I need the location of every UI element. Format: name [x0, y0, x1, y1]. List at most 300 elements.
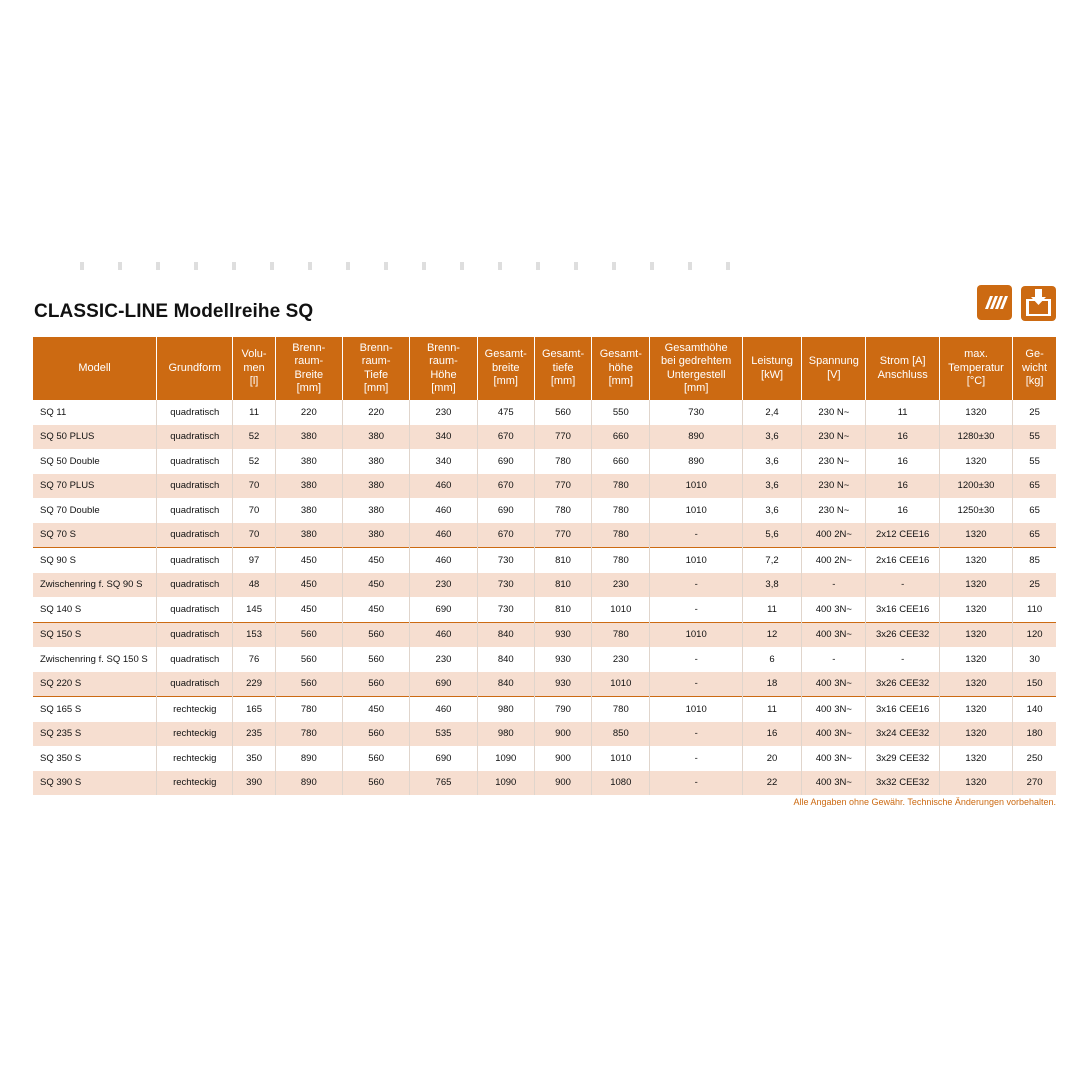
top-loader-icon: [1020, 285, 1057, 322]
cell-strom: 3x16 CEE16: [866, 697, 939, 722]
cell-gewicht: 270: [1013, 771, 1056, 796]
cell-temperatur: 1320: [939, 771, 1012, 796]
cell-breite: 380: [275, 449, 342, 474]
cell-leistung: 3,8: [742, 573, 801, 598]
cell-tiefe: 380: [342, 523, 409, 548]
cell-gesamttiefe: 900: [534, 746, 591, 771]
cell-breite: 890: [275, 746, 342, 771]
cell-gesamttiefe: 930: [534, 647, 591, 672]
table-row: [33, 548, 1056, 573]
cell-hoehe: 230: [410, 573, 477, 598]
cell-spannung: 400 2N~: [802, 548, 866, 573]
cell-gesamthoehe: 780: [592, 474, 650, 499]
cell-spannung: 400 2N~: [802, 523, 866, 548]
model-spec-table: [33, 337, 1056, 795]
cell-grundform: quadratisch: [157, 597, 233, 622]
cell-modell: SQ 70 Double: [40, 504, 100, 516]
cell-spannung: 400 3N~: [802, 622, 866, 647]
column-header-line: raum-: [429, 355, 458, 367]
cell-hoehe: 460: [410, 523, 477, 548]
cell-gewicht: 65: [1013, 474, 1056, 499]
cell-tiefe: 380: [342, 425, 409, 450]
cell-gesamttiefe: 770: [534, 523, 591, 548]
cell-gesamttiefe: 770: [534, 474, 591, 499]
cell-leistung: 22: [742, 771, 801, 796]
table-row: [33, 647, 1056, 672]
cell-breite: 560: [275, 672, 342, 697]
cell-tiefe: 380: [342, 474, 409, 499]
column-header-line: raum-: [361, 355, 391, 367]
cell-gesamthoehe_gedreht: -: [650, 746, 742, 771]
cell-gesamthoehe: 1080: [592, 771, 650, 796]
cell-gesamthoehe_gedreht: 890: [650, 449, 742, 474]
cell-grundform: rechteckig: [157, 697, 233, 722]
cell-gesamtbreite: 840: [477, 622, 534, 647]
cell-grundform: quadratisch: [157, 523, 233, 548]
cell-gesamthoehe_gedreht: 1010: [650, 622, 742, 647]
table-row: [33, 697, 1056, 722]
table-row: [33, 449, 1056, 474]
column-header-line: [V]: [827, 368, 841, 381]
column-header-gewicht: [1013, 337, 1056, 400]
cell-breite: 220: [275, 400, 342, 425]
cell-gesamtbreite: 690: [477, 449, 534, 474]
cell-gesamtbreite: 670: [477, 474, 534, 499]
cell-modell: SQ 150 S: [33, 622, 157, 647]
column-header-tiefe: [342, 337, 409, 400]
cell-tiefe: 450: [342, 597, 409, 622]
cell-modell: SQ 90 S: [33, 548, 157, 573]
cell-breite: 380: [275, 474, 342, 499]
column-header-volumen: [233, 337, 275, 400]
column-header-gesamthoehe_gedreht: [650, 337, 742, 400]
cell-gesamtbreite: 980: [477, 697, 534, 722]
cell-breite: 380: [275, 523, 342, 548]
cell-leistung: 11: [742, 597, 801, 622]
cell-gesamttiefe: 930: [534, 622, 591, 647]
cell-volumen: 229: [233, 672, 275, 697]
cell-strom: 16: [866, 498, 939, 523]
column-header-line: raum-: [294, 355, 324, 367]
cell-spannung: -: [802, 573, 866, 598]
cell-tiefe: 560: [342, 672, 409, 697]
table-row: [33, 523, 1056, 548]
cell-volumen: 153: [233, 622, 275, 647]
cell-gesamthoehe: 780: [592, 548, 650, 573]
cell-gesamttiefe: 560: [534, 400, 591, 425]
table-row: [33, 597, 1056, 622]
table-row: [33, 746, 1056, 771]
column-header-line: [mm]: [431, 382, 456, 394]
cell-temperatur: 1320: [939, 672, 1012, 697]
cell-gesamtbreite: 670: [477, 425, 534, 450]
cell-grundform: rechteckig: [157, 771, 233, 796]
cell-gesamtbreite: 730: [477, 597, 534, 622]
column-header-temperatur: [939, 337, 1012, 400]
cell-volumen: 390: [233, 771, 275, 796]
cell-spannung: 400 3N~: [802, 722, 866, 747]
cell-breite: 450: [275, 573, 342, 598]
column-header-line: [mm]: [608, 375, 634, 388]
cell-gesamttiefe: 900: [534, 722, 591, 747]
column-header-line: [mm]: [296, 382, 322, 394]
cell-gewicht: 65: [1013, 498, 1056, 523]
cell-spannung: 230 N~: [802, 425, 866, 450]
cell-gesamthoehe: 1010: [592, 746, 650, 771]
column-header-line: Strom [A]: [879, 355, 926, 367]
cell-gesamthoehe: 230: [592, 647, 650, 672]
table-row: [33, 400, 1056, 425]
cell-strom: 11: [866, 400, 939, 425]
cell-modell: SQ 220 S: [33, 672, 157, 697]
cell-spannung: -: [802, 647, 866, 672]
cell-gesamttiefe: 810: [534, 597, 591, 622]
cell-gewicht: 180: [1013, 722, 1056, 747]
cell-leistung: 2,4: [742, 400, 801, 425]
column-header-gesamttiefe: [534, 337, 591, 400]
cell-gesamthoehe_gedreht: 730: [650, 400, 742, 425]
column-header-line: [mm]: [550, 375, 576, 388]
cell-modell: SQ 165 S: [33, 697, 157, 722]
cell-volumen: 70: [233, 498, 275, 523]
cell-strom: 3x26 CEE32: [866, 622, 939, 647]
cell-strom: 3x26 CEE32: [866, 672, 939, 697]
cell-modell: Zwischenring f. SQ 90 S: [33, 573, 157, 598]
cell-strom: 16: [866, 474, 939, 499]
cell-temperatur: 1320: [939, 746, 1012, 771]
table-row: [33, 722, 1056, 747]
column-header-line: Anschluss: [877, 368, 928, 381]
table-row: [33, 672, 1056, 697]
cell-volumen: 52: [233, 425, 275, 450]
faded-text-line: [80, 262, 740, 270]
cell-leistung: 18: [742, 672, 801, 697]
cell-leistung: 11: [742, 697, 801, 722]
cell-gesamthoehe: 660: [592, 425, 650, 450]
cell-gesamthoehe: 230: [592, 573, 650, 598]
cell-temperatur: 1280±30: [939, 425, 1012, 450]
cell-breite: 780: [275, 697, 342, 722]
cell-spannung: 400 3N~: [802, 697, 866, 722]
table-row: [33, 622, 1056, 647]
cell-grundform: quadratisch: [157, 622, 233, 647]
cell-hoehe: 340: [410, 449, 477, 474]
column-header-line: [kg]: [1025, 375, 1044, 388]
cell-gesamttiefe: 780: [534, 498, 591, 523]
cell-temperatur: 1320: [939, 697, 1012, 722]
cell-leistung: 20: [742, 746, 801, 771]
column-header-line: Gesamt-: [541, 348, 585, 361]
cell-strom: 3x16 CEE16: [866, 597, 939, 622]
cell-gewicht: 120: [1013, 622, 1056, 647]
cell-gesamthoehe_gedreht: -: [650, 722, 742, 747]
cell-gesamthoehe: 1010: [592, 597, 650, 622]
cell-tiefe: 560: [342, 647, 409, 672]
column-header-line: [mm]: [363, 382, 389, 394]
cell-gesamthoehe: 780: [592, 622, 650, 647]
cell-hoehe: 535: [410, 722, 477, 747]
cell-gesamthoehe_gedreht: 1010: [650, 498, 742, 523]
column-header-line: Brenn-: [359, 341, 393, 354]
cell-breite: 560: [275, 647, 342, 672]
cell-grundform: quadratisch: [157, 474, 233, 499]
cell-temperatur: 1320: [939, 647, 1012, 672]
cell-strom: 3x32 CEE32: [866, 771, 939, 796]
cell-breite: 450: [275, 597, 342, 622]
cell-volumen: 145: [233, 597, 275, 622]
cell-volumen: 350: [233, 746, 275, 771]
cell-modell: SQ 140 S: [40, 603, 82, 615]
cell-hoehe: 230: [410, 400, 477, 425]
cell-spannung: 400 3N~: [802, 746, 866, 771]
cell-gewicht: 110: [1013, 597, 1056, 622]
cell-strom: 16: [866, 449, 939, 474]
cell-breite: 890: [275, 771, 342, 796]
cell-gesamthoehe: 1010: [592, 672, 650, 697]
cell-temperatur: 1320: [939, 548, 1012, 573]
cell-volumen: 11: [233, 400, 275, 425]
cell-spannung: 230 N~: [802, 498, 866, 523]
column-header-line: max.: [964, 348, 988, 361]
kiln-heating-icon: [977, 285, 1012, 320]
cell-gesamttiefe: 770: [534, 425, 591, 450]
cell-grundform: quadratisch: [157, 400, 233, 425]
cell-gewicht: 25: [1013, 573, 1056, 598]
cell-modell: SQ 50 Double: [40, 455, 100, 467]
cell-hoehe: 460: [410, 474, 477, 499]
cell-tiefe: 560: [342, 622, 409, 647]
cell-gesamtbreite: 980: [477, 722, 534, 747]
cell-tiefe: 560: [342, 722, 409, 747]
disclaimer-note: Alle Angaben ohne Gewähr. Technische Änderungen vorbehalten.: [793, 797, 1056, 807]
cell-tiefe: 450: [342, 573, 409, 598]
table-row: [33, 573, 1056, 598]
cell-grundform: quadratisch: [157, 548, 233, 573]
cell-temperatur: 1320: [939, 597, 1012, 622]
cell-temperatur: 1250±30: [939, 498, 1012, 523]
cell-gesamthoehe: 850: [592, 722, 650, 747]
cell-tiefe: 450: [342, 697, 409, 722]
cell-gesamttiefe: 790: [534, 697, 591, 722]
cell-gesamtbreite: 840: [477, 647, 534, 672]
cell-tiefe: 380: [342, 498, 409, 523]
cell-gesamtbreite: 475: [477, 400, 534, 425]
column-header-line: Höhe: [430, 368, 457, 381]
cell-volumen: 48: [233, 573, 275, 598]
cell-strom: -: [866, 573, 939, 598]
cell-spannung: 400 3N~: [802, 597, 866, 622]
cell-tiefe: 380: [342, 449, 409, 474]
cell-strom: 16: [866, 425, 939, 450]
cell-gesamthoehe_gedreht: -: [650, 771, 742, 796]
column-header-strom: [866, 337, 939, 400]
cell-gewicht: 65: [1013, 523, 1056, 548]
cell-gewicht: 250: [1013, 746, 1056, 771]
cell-leistung: 12: [742, 622, 801, 647]
cell-temperatur: 1320: [939, 400, 1012, 425]
cell-modell: SQ 350 S: [40, 752, 82, 764]
cell-hoehe: 460: [410, 498, 477, 523]
cell-modell: SQ 70 S: [33, 523, 157, 548]
cell-grundform: quadratisch: [157, 449, 233, 474]
cell-gewicht: 85: [1013, 548, 1056, 573]
cell-hoehe: 690: [410, 746, 477, 771]
cell-leistung: 16: [742, 722, 801, 747]
cell-temperatur: 1320: [939, 573, 1012, 598]
cell-gesamtbreite: 730: [477, 573, 534, 598]
cell-leistung: 6: [742, 647, 801, 672]
table-header-row: [33, 337, 1056, 400]
cell-gesamthoehe: 780: [592, 498, 650, 523]
cell-gewicht: 55: [1013, 449, 1056, 474]
cell-gesamtbreite: 730: [477, 548, 534, 573]
cell-gewicht: 140: [1013, 697, 1056, 722]
column-header-line: Breite: [294, 368, 324, 381]
cell-temperatur: 1320: [939, 449, 1012, 474]
cell-leistung: 3,6: [742, 449, 801, 474]
column-header-line: Temperatur: [948, 361, 1004, 374]
cell-tiefe: 560: [342, 771, 409, 796]
cell-volumen: 165: [233, 697, 275, 722]
cell-volumen: 52: [233, 449, 275, 474]
cell-gesamtbreite: 840: [477, 672, 534, 697]
table-row: [33, 498, 1056, 523]
cell-grundform: quadratisch: [157, 498, 233, 523]
cell-gesamthoehe_gedreht: -: [650, 573, 742, 598]
column-header-line: Spannung: [808, 355, 859, 367]
cell-modell: SQ 11: [40, 406, 67, 418]
column-header-line: Gesamt-: [599, 348, 642, 361]
column-header-line: Tiefe: [364, 368, 389, 381]
cell-temperatur: 1320: [939, 523, 1012, 548]
cell-gesamttiefe: 930: [534, 672, 591, 697]
cell-strom: 3x24 CEE32: [866, 722, 939, 747]
cell-gesamttiefe: 900: [534, 771, 591, 796]
column-header-line: Grundform: [168, 361, 222, 374]
cell-spannung: 400 3N~: [802, 672, 866, 697]
column-header-line: Gesamt-: [484, 348, 527, 361]
cell-gewicht: 55: [1013, 425, 1056, 450]
column-header-hoehe: [410, 337, 477, 400]
cell-hoehe: 460: [410, 622, 477, 647]
cell-gesamtbreite: 690: [477, 498, 534, 523]
cell-hoehe: 690: [410, 597, 477, 622]
column-header-spannung: [802, 337, 866, 400]
cell-gewicht: 30: [1013, 647, 1056, 672]
column-header-grundform: [157, 337, 233, 400]
column-header-line: Untergestell: [666, 368, 726, 381]
cell-gesamthoehe: 660: [592, 449, 650, 474]
cell-gesamthoehe: 550: [592, 400, 650, 425]
cell-leistung: 3,6: [742, 474, 801, 499]
cell-spannung: 400 3N~: [802, 771, 866, 796]
cell-gesamtbreite: 1090: [477, 746, 534, 771]
column-header-line: men: [243, 361, 265, 374]
cell-gesamthoehe_gedreht: 1010: [650, 697, 742, 722]
cell-tiefe: 560: [342, 746, 409, 771]
column-header-line: [l]: [249, 375, 259, 388]
cell-gesamttiefe: 810: [534, 573, 591, 598]
cell-temperatur: 1200±30: [939, 474, 1012, 499]
cell-gesamttiefe: 810: [534, 548, 591, 573]
cell-strom: 2x16 CEE16: [866, 548, 939, 573]
cell-gesamthoehe: 780: [592, 697, 650, 722]
cell-strom: -: [866, 647, 939, 672]
cell-tiefe: 450: [342, 548, 409, 573]
column-header-line: [kW]: [761, 368, 784, 381]
cell-spannung: 230 N~: [802, 400, 866, 425]
column-header-line: Gesamthöhe: [664, 341, 728, 354]
column-header-leistung: [742, 337, 801, 400]
cell-temperatur: 1320: [939, 622, 1012, 647]
cell-leistung: 5,6: [742, 523, 801, 548]
cell-breite: 560: [275, 622, 342, 647]
cell-grundform: quadratisch: [157, 425, 233, 450]
cell-leistung: 3,6: [742, 498, 801, 523]
column-header-line: höhe: [608, 361, 634, 374]
cell-modell: Zwischenring f. SQ 150 S: [40, 653, 148, 665]
column-header-line: Brenn-: [292, 341, 326, 354]
cell-gewicht: 150: [1013, 672, 1056, 697]
cell-grundform: rechteckig: [157, 746, 233, 771]
column-header-modell: [33, 337, 157, 400]
cell-grundform: quadratisch: [157, 573, 233, 598]
cell-temperatur: 1320: [939, 722, 1012, 747]
column-header-line: tiefe: [552, 361, 574, 374]
cell-grundform: quadratisch: [157, 672, 233, 697]
cell-volumen: 76: [233, 647, 275, 672]
cell-leistung: 7,2: [742, 548, 801, 573]
column-header-line: Modell: [78, 361, 111, 374]
cell-strom: 3x29 CEE32: [866, 746, 939, 771]
column-header-line: bei gedrehtem: [661, 355, 732, 367]
cell-breite: 780: [275, 722, 342, 747]
column-header-line: Leistung: [751, 355, 793, 367]
cell-hoehe: 340: [410, 425, 477, 450]
cell-breite: 450: [275, 548, 342, 573]
column-header-line: Volu-: [241, 348, 267, 361]
cell-breite: 380: [275, 498, 342, 523]
table-row: [33, 474, 1056, 499]
cell-gesamthoehe_gedreht: -: [650, 523, 742, 548]
cell-spannung: 230 N~: [802, 449, 866, 474]
cell-hoehe: 460: [410, 697, 477, 722]
column-header-breite: [275, 337, 342, 400]
column-header-gesamthoehe: [592, 337, 650, 400]
cell-gesamthoehe_gedreht: 1010: [650, 548, 742, 573]
cell-gewicht: 25: [1013, 400, 1056, 425]
column-header-line: Ge-: [1025, 348, 1044, 361]
cell-modell: SQ 70 PLUS: [33, 474, 157, 499]
cell-gesamthoehe_gedreht: -: [650, 672, 742, 697]
cell-grundform: rechteckig: [157, 722, 233, 747]
cell-volumen: 235: [233, 722, 275, 747]
cell-leistung: 3,6: [742, 425, 801, 450]
cell-volumen: 70: [233, 523, 275, 548]
cell-tiefe: 220: [342, 400, 409, 425]
cell-breite: 380: [275, 425, 342, 450]
cell-gesamtbreite: 1090: [477, 771, 534, 796]
column-header-line: [°C]: [966, 375, 986, 388]
cell-hoehe: 460: [410, 548, 477, 573]
cell-gesamtbreite: 670: [477, 523, 534, 548]
column-header-line: [mm]: [683, 382, 709, 394]
cell-gesamthoehe_gedreht: -: [650, 597, 742, 622]
cell-volumen: 70: [233, 474, 275, 499]
column-header-gesamtbreite: [477, 337, 534, 400]
cell-gesamthoehe: 780: [592, 523, 650, 548]
cell-spannung: 230 N~: [802, 474, 866, 499]
